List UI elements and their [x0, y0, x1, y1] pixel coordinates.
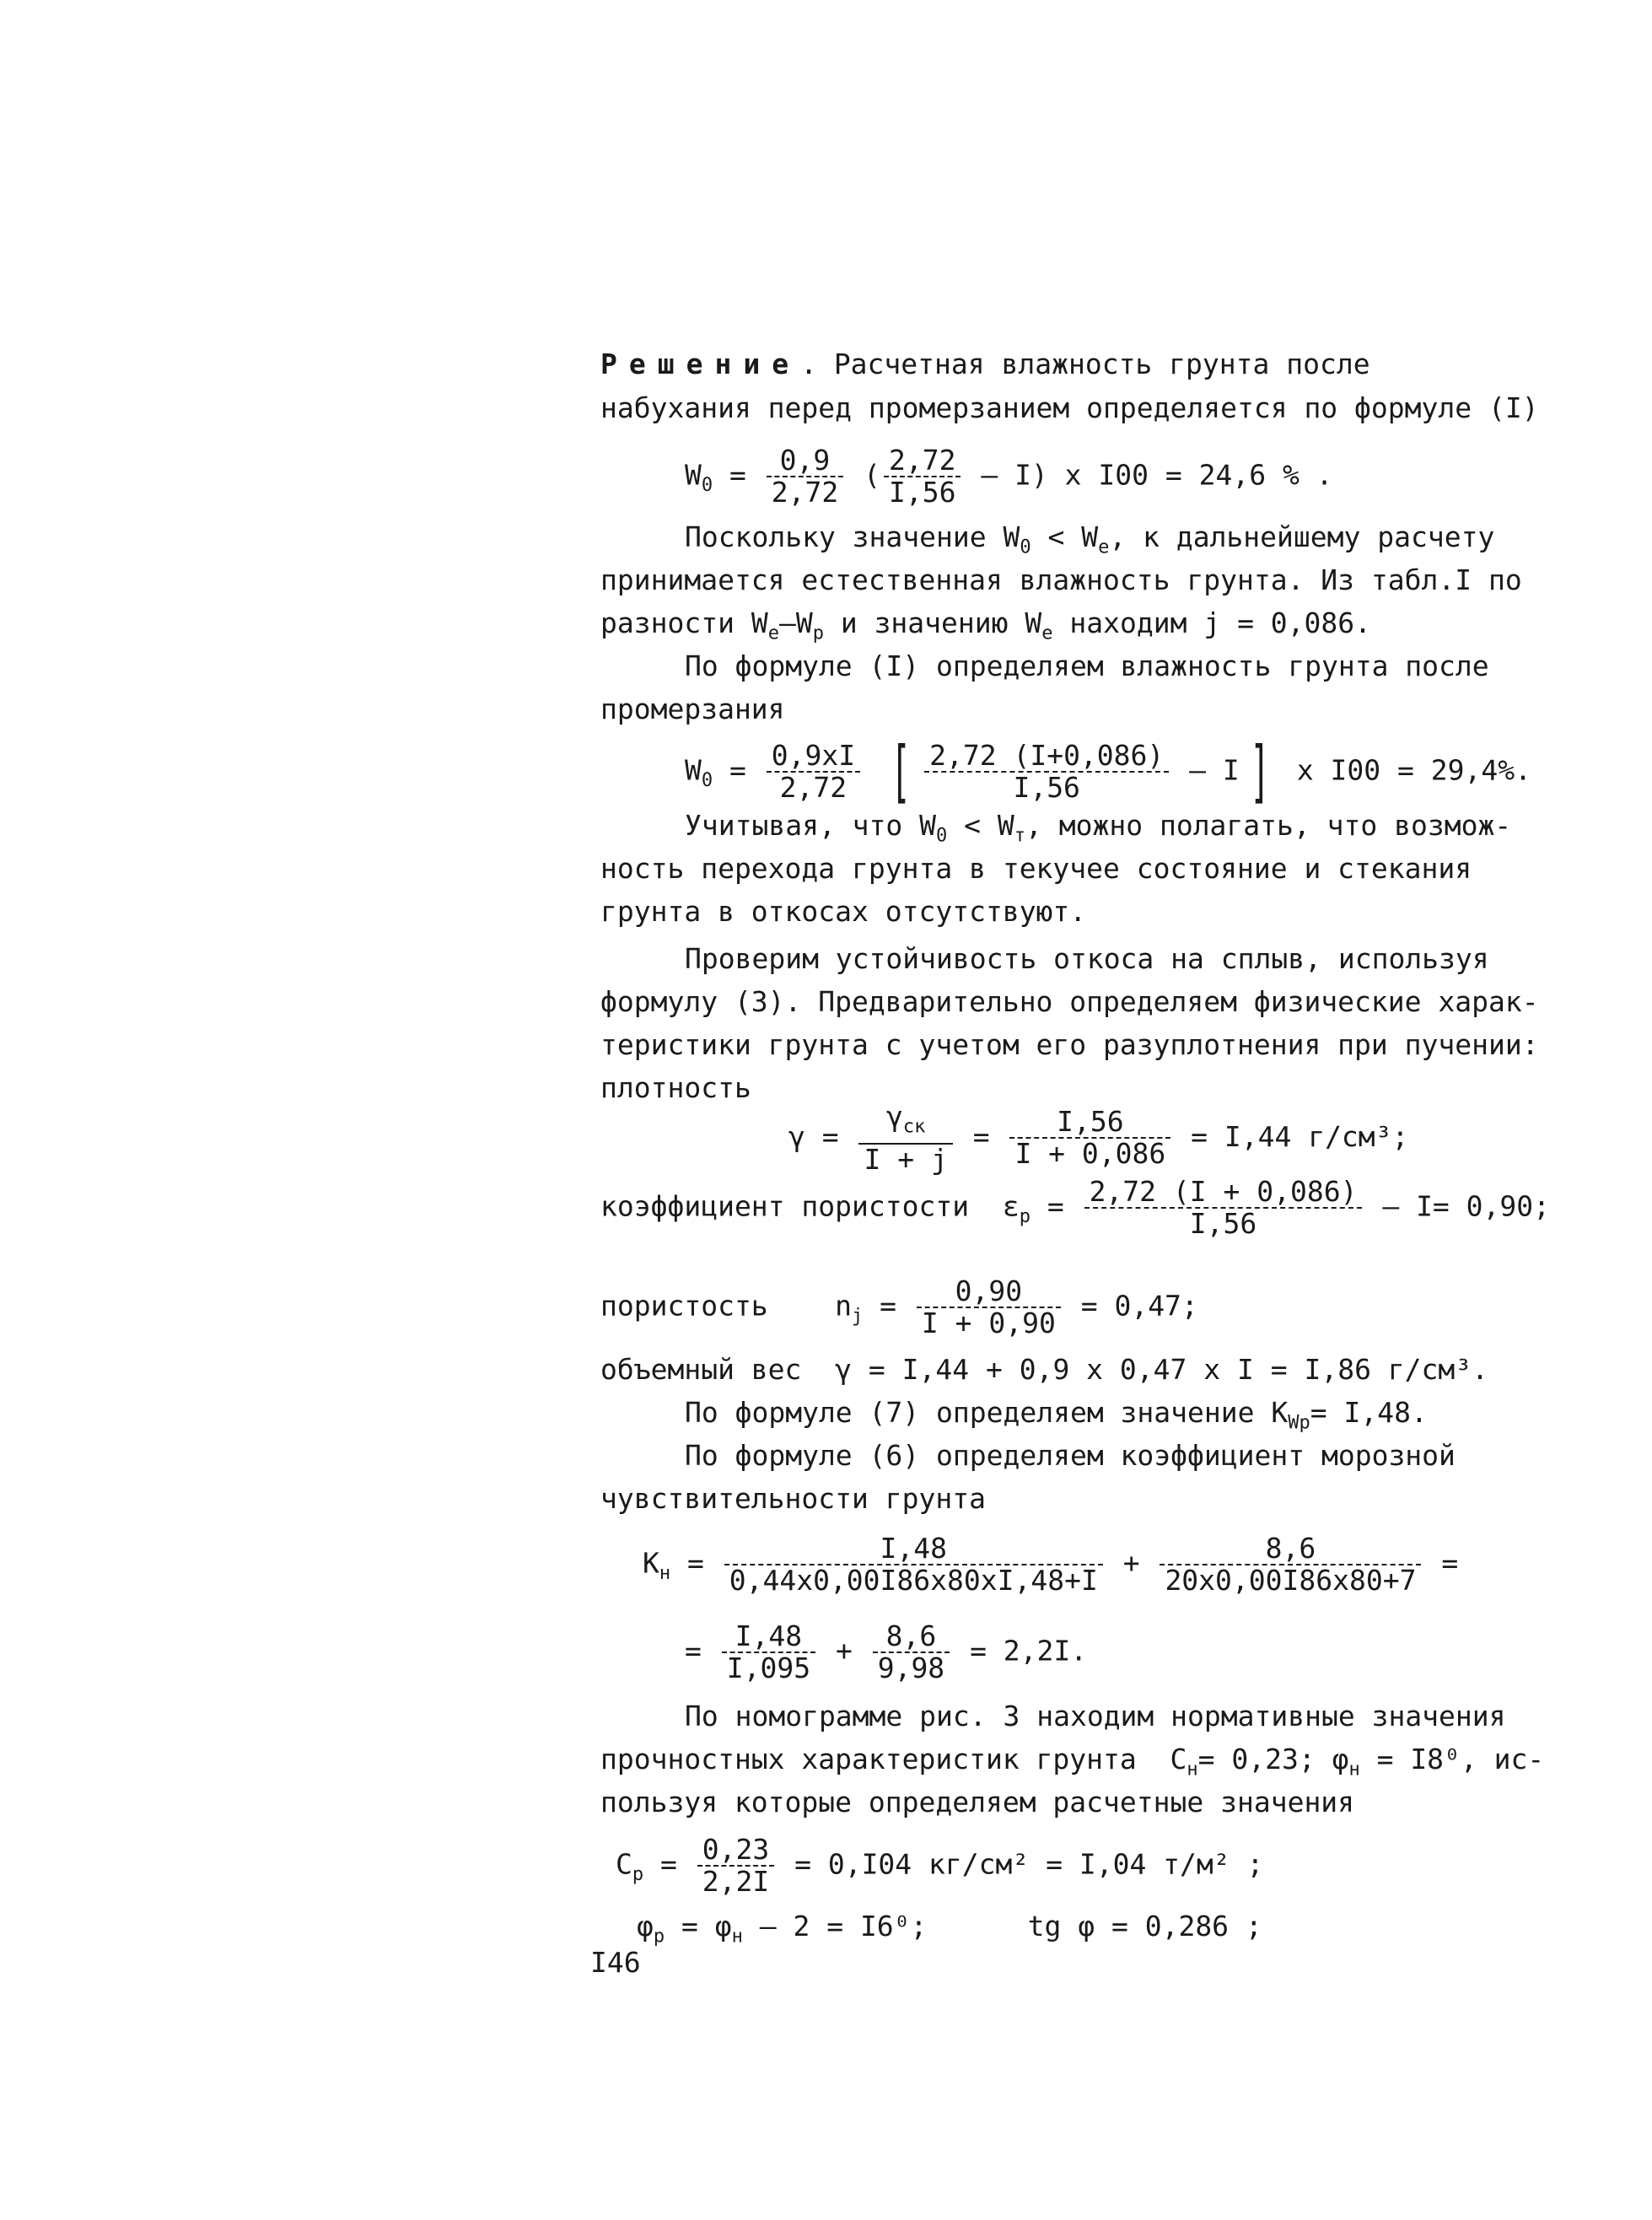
text-line-15: По формуле (7) определяем значение $K_{Wp}= I,48$.	[685, 1396, 1428, 1434]
formula-2: $W_0$ = $\frac{0,9xI}{2,72}$ [ $\frac{2,72 (I+0,086)}{I,56}$ – I ] x I00 = 29,4%.	[685, 732, 1531, 811]
formula-1: $W_0$ = $\frac{0,9}{2,72}$ ( $\frac{2,72}{I,56}$ – I) x I00 = 24,6 % .	[685, 444, 1333, 509]
page-number: I46	[590, 1946, 641, 1979]
text-line-18: По номограмме рис. 3 находим нормативные значения	[685, 1700, 1506, 1732]
formula-9-friction-angle: $\varphi_p = \varphi_н - 2 = I6^0$; tg φ = 0,286 ;	[637, 1910, 1262, 1948]
text-line-12: формулу (3). Предварительно определяем физические харак-	[600, 985, 1539, 1018]
text-line-5: разности $W_e-W_p$ и значению $W_e$ находим j = 0,086.	[600, 606, 1372, 644]
text-line-19: прочностных характеристик грунта $C_н= 0,23$; $\varphi_н = I8^0$, ис-	[600, 1743, 1545, 1781]
formula-5-porosity: пористость $n_j$ = $\frac{0,90}{I + 0,90}$ = 0,47;	[600, 1274, 1198, 1339]
solution-line-2: набухания перед промерзанием определяется по формуле (I)	[600, 391, 1539, 424]
formula-7: = $\frac{I,48}{I,095}$ + $\frac{8,6}{9,98}$ = 2,2I.	[685, 1619, 1088, 1684]
text-line-8: Учитывая, что $W_0 < W_т$, можно полагать, что возмож-	[685, 809, 1512, 847]
text-line-16: По формуле (6) определяем коэффициент морозной	[685, 1439, 1456, 1472]
text-line-7: промерзания	[600, 692, 785, 725]
text-line-4: принимается естественная влажность грунта. Из табл.I по	[600, 563, 1522, 596]
formula-6-frost-coefficient: $K_н$ = $\frac{I,48}{0,44x0,00I86x80xI,48+I}$ + $\frac{8,6}{20x0,00I86x80+7}$ =	[643, 1532, 1459, 1597]
text-line-6: По формуле (I) определяем влажность грунта после	[685, 649, 1489, 682]
unit-weight-line: объемный вес γ = I,44 + 0,9 x 0,47 x I = I,86 г/см³.	[600, 1353, 1489, 1386]
text-line-9: ность перехода грунта в текучее состояние и стекания	[600, 852, 1472, 885]
text-line-14: плотность	[600, 1071, 751, 1104]
text-line-17: чувствительности грунта	[600, 1482, 986, 1515]
text-line-3: Поскольку значение $W_0 < W_e$, к дальнейшему расчету	[685, 520, 1495, 558]
formula-8-cohesion: $C_p$ = $\frac{0,23}{2,2I}$ = 0,I04 кг/см² = I,04 т/м² ;	[616, 1833, 1264, 1898]
text-line-10: грунта в откосах отсутствуют.	[600, 895, 1087, 928]
formula-4-porosity-coefficient: коэффициент пористости $\varepsilon_p$ = $\frac{2,72 (I + 0,086)}{I,56}$ – I= 0,90;	[600, 1175, 1551, 1240]
formula-3-density: γ = $\frac{\gamma_{ск}}{I + j}$ = $\frac{I,56}{I + 0,086}$ = I,44 г/см³;	[788, 1100, 1409, 1176]
solution-line-1: Решение. Расчетная влажность грунта после	[600, 348, 1370, 380]
text-line-13: теристики грунта с учетом его разуплотнения при пучении:	[600, 1028, 1539, 1061]
text-line-20: пользуя которые определяем расчетные значения	[600, 1786, 1355, 1819]
text-line-11: Проверим устойчивость откоса на сплыв, используя	[685, 942, 1489, 975]
